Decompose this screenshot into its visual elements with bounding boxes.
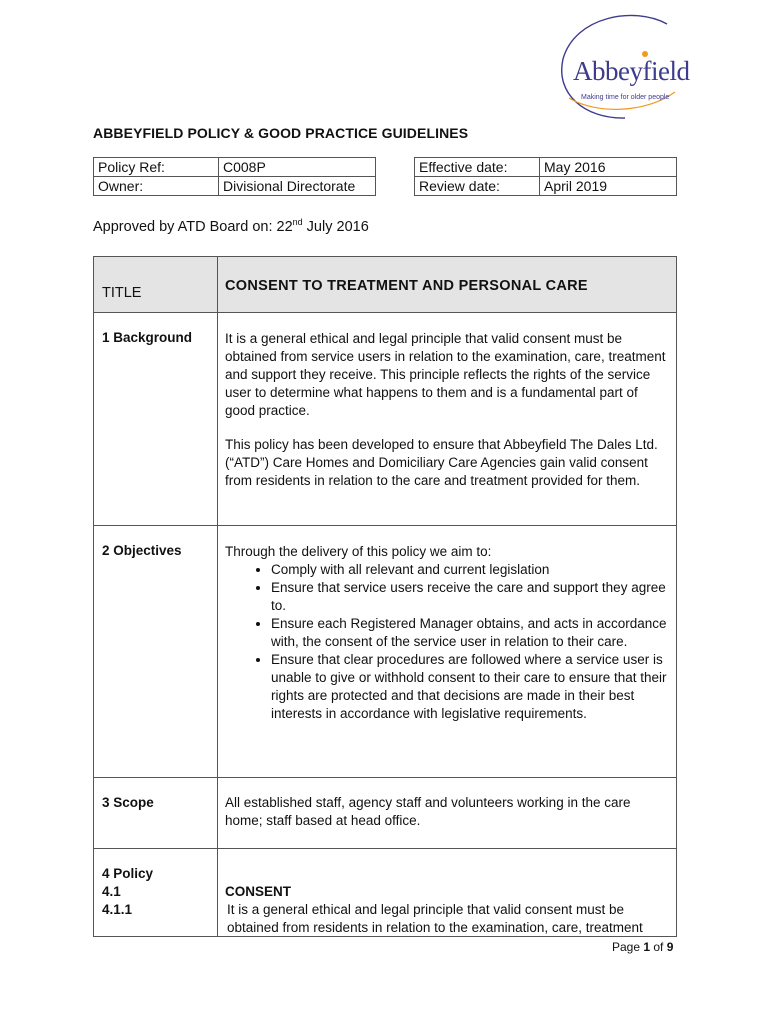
policy-table — [93, 256, 677, 937]
logo-name: Abbeyfield — [573, 56, 690, 86]
owner-value: Divisional Directorate — [219, 177, 376, 196]
policy-number-4-1-1: 4.1.1 — [102, 902, 133, 917]
row-divider — [94, 525, 676, 526]
row-divider — [94, 312, 676, 313]
review-date-value: April 2019 — [540, 177, 677, 196]
policy-ref-label: Policy Ref: — [94, 158, 219, 177]
row-divider — [94, 848, 676, 849]
abbeyfield-logo — [555, 14, 690, 124]
list-item: • Ensure each Registered Manager obtains, and acts in accordance with, the consent of the service user in relation to their care. — [271, 615, 671, 651]
scope-text: All established staff, agency staff and volunteers working in the care home; staff based at head office. — [225, 795, 631, 828]
policy-ref-value: C008P — [219, 158, 376, 177]
scope-label: 3 Scope — [102, 795, 154, 810]
background-paragraph-1: It is a general ethical and legal principle that valid consent must be obtained from service users in relation to the examination, care, treatment and support they receive. This principle reflects the rights of the service user to determine what happens to them and is a fundamental part of good practice. — [225, 331, 666, 418]
title-value: CONSENT TO TREATMENT AND PERSONAL CARE — [225, 278, 588, 294]
table-row — [94, 158, 376, 177]
dates-meta-table — [414, 157, 677, 196]
policy-number-4-1: 4.1 — [102, 884, 121, 899]
approval-prefix: Approved by ATD Board on: 22 — [93, 218, 293, 235]
list-item: • Ensure that service users receive the care and support they agree to. — [271, 579, 671, 615]
logo-tagline: Making time for older people — [581, 94, 670, 101]
background-label: 1 Background — [102, 330, 193, 345]
approval-sup: nd — [292, 217, 303, 227]
footer-prefix: Page — [612, 940, 644, 954]
table-row — [94, 177, 376, 196]
background-text — [225, 330, 671, 506]
list-item: • Ensure that clear procedures are followed where a service user is unable to give or withhold consent to their care to ensure that their rights are protected and that decisions are made in their best interests in accordance with legislative requirements. — [271, 651, 671, 723]
footer-current-page: 1 — [643, 940, 651, 954]
approval-suffix: July 2016 — [302, 218, 369, 235]
review-date-label: Review date: — [415, 177, 540, 196]
objectives-intro: Through the delivery of this policy we aim to: — [225, 544, 492, 559]
consent-heading: CONSENT — [225, 884, 292, 899]
row-divider — [94, 777, 676, 778]
footer-of: of — [650, 940, 667, 954]
owner-label: Owner: — [94, 177, 219, 196]
objectives-text — [225, 543, 671, 723]
page-number — [612, 940, 673, 954]
objectives-list — [225, 561, 671, 723]
table-row — [415, 158, 677, 177]
objectives-label: 2 Objectives — [102, 543, 182, 558]
effective-date-value: May 2016 — [540, 158, 677, 177]
policy-meta-table — [93, 157, 376, 196]
background-paragraph-2: This policy has been developed to ensure that Abbeyfield The Dales Ltd. (“ATD”) Care Homes and Domiciliary Care Agencies gain valid consent from residents in relation to the care and treatment provided for them. — [225, 437, 658, 488]
table-row — [415, 177, 677, 196]
list-item: • Comply with all relevant and current legislation — [271, 561, 671, 579]
approval-line — [93, 217, 369, 235]
column-divider — [217, 257, 218, 936]
title-label: TITLE — [102, 285, 142, 301]
consent-text: It is a general ethical and legal principle that valid consent must be obtained from residents in relation to the examination, care, treatment — [227, 902, 643, 935]
document-heading: ABBEYFIELD POLICY & GOOD PRACTICE GUIDELINES — [93, 125, 469, 141]
effective-date-label: Effective date: — [415, 158, 540, 177]
footer-total-pages: 9 — [666, 940, 674, 954]
policy-label: 4 Policy — [102, 866, 154, 881]
